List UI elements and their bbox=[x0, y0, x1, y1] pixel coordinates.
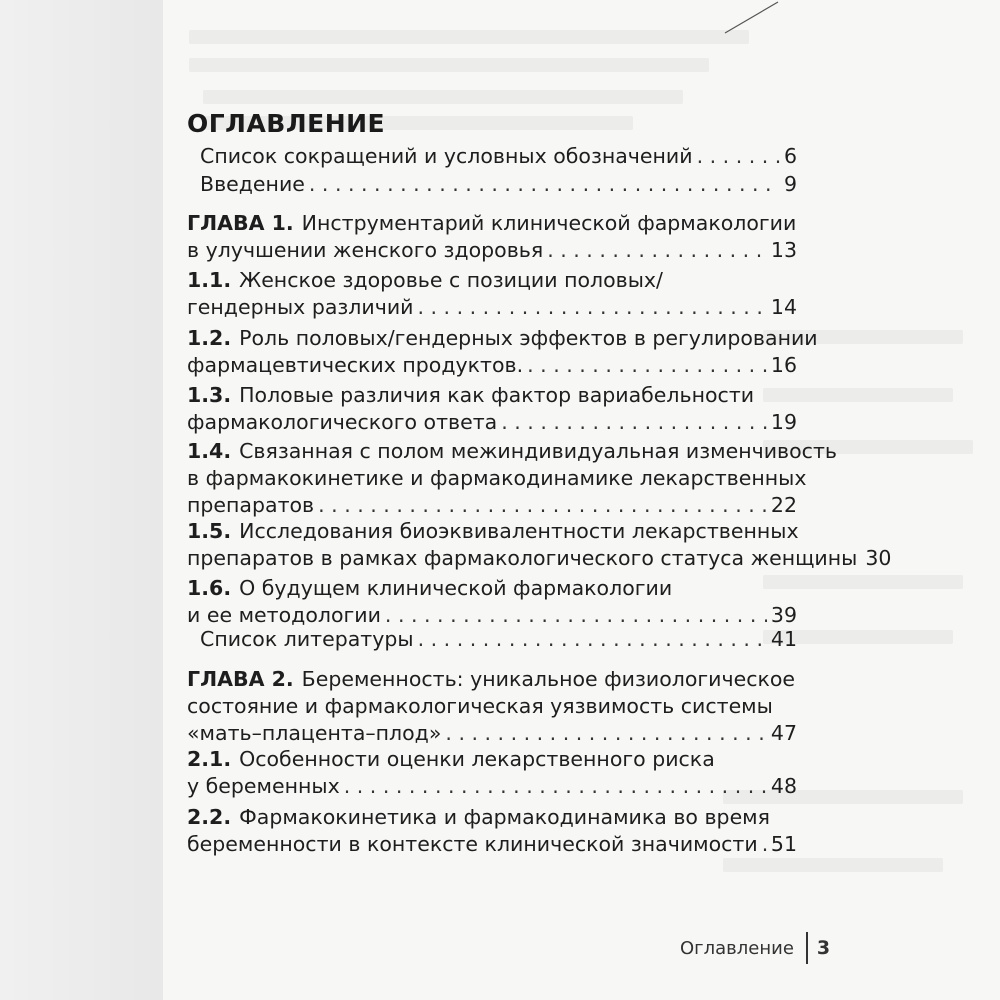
toc-entry-section-1-5[interactable] bbox=[187, 518, 892, 572]
toc-entry-introduction[interactable] bbox=[200, 171, 797, 198]
page-number: 14 bbox=[770, 295, 797, 319]
dot-leader bbox=[547, 237, 767, 264]
entry-text-line-2: фармацевтических продуктов. bbox=[187, 353, 524, 377]
section-number: 1.3. bbox=[187, 383, 232, 407]
entry-text-line-1: Беременность: уникальное физиологическое bbox=[301, 667, 796, 691]
section-number: 1.4. bbox=[187, 439, 232, 463]
chapter-number: ГЛАВА 2. bbox=[187, 667, 294, 691]
entry-text-line-3: «мать–плацента–плод» bbox=[187, 721, 442, 745]
page-number: 48 bbox=[770, 774, 797, 798]
toc-entry-section-1-3[interactable] bbox=[187, 382, 797, 436]
section-number: 1.5. bbox=[187, 519, 232, 543]
page-number: 30 bbox=[865, 546, 892, 570]
entry-text-line-2: и ее методологии bbox=[187, 603, 381, 627]
entry-text: Введение bbox=[200, 172, 305, 196]
dot-leader bbox=[445, 720, 767, 747]
entry-text-line-1: Связанная с полом межиндивидуальная изменчивость bbox=[239, 439, 837, 463]
entry-text-line-2: в фармакокинетике и фармакодинамике лекарственных bbox=[187, 466, 807, 490]
entry-text-line-2: гендерных различий bbox=[187, 295, 414, 319]
page-number: 13 bbox=[770, 238, 797, 262]
entry-text-line-1: Особенности оценки лекарственного риска bbox=[239, 747, 715, 771]
dot-leader bbox=[385, 602, 767, 629]
page-number: 51 bbox=[770, 832, 797, 856]
toc-entry-references-ch1[interactable] bbox=[200, 626, 797, 653]
entry-text-line-1: Женское здоровье с позиции половых/ bbox=[239, 268, 663, 292]
entry-text-line-3: препаратов bbox=[187, 493, 315, 517]
section-number: 1.6. bbox=[187, 576, 232, 600]
page-number: 47 bbox=[770, 721, 797, 745]
toc-entry-section-1-2[interactable] bbox=[187, 325, 818, 379]
page-number: 16 bbox=[770, 353, 797, 377]
dot-leader bbox=[501, 409, 767, 436]
dot-leader bbox=[344, 773, 767, 800]
toc-entry-section-2-2[interactable] bbox=[187, 804, 797, 858]
pen-stroke-mark bbox=[723, 0, 783, 35]
dot-leader bbox=[762, 831, 767, 858]
entry-text-line-1: Исследования биоэквивалентности лекарственных bbox=[239, 519, 799, 543]
book-page bbox=[163, 0, 1000, 1000]
entry-text-line-2: препаратов в рамках фармакологического статуса женщины bbox=[187, 546, 858, 570]
section-number: 1.1. bbox=[187, 268, 232, 292]
toc-entry-section-1-4[interactable] bbox=[187, 438, 837, 519]
footer-page-number: 3 bbox=[816, 937, 831, 959]
entry-text-line-2: у беременных bbox=[187, 774, 340, 798]
chapter-number: ГЛАВА 1. bbox=[187, 211, 294, 235]
entry-text-line-2: в улучшении женского здоровья bbox=[187, 238, 544, 262]
section-number: 2.2. bbox=[187, 805, 232, 829]
dot-leader bbox=[417, 294, 766, 321]
toc-entry-section-1-1[interactable] bbox=[187, 267, 797, 321]
page-number: 6 bbox=[783, 144, 797, 168]
entry-text: Список литературы bbox=[200, 627, 414, 651]
dot-leader bbox=[697, 143, 780, 170]
entry-text-line-1: Фармакокинетика и фармакодинамика во время bbox=[239, 805, 770, 829]
toc-entry-chapter-1[interactable] bbox=[187, 210, 797, 264]
page-number: 22 bbox=[770, 493, 797, 517]
dot-leader bbox=[318, 492, 767, 519]
section-number: 2.1. bbox=[187, 747, 232, 771]
page-number: 19 bbox=[770, 410, 797, 434]
running-footer bbox=[680, 932, 830, 964]
footer-divider bbox=[806, 932, 808, 964]
page-number: 41 bbox=[770, 627, 797, 651]
entry-text-line-1: Половые различия как фактор вариабельности bbox=[239, 383, 755, 407]
entry-text-line-1: О будущем клинической фармакологии bbox=[239, 576, 673, 600]
entry-text: Список сокращений и условных обозначений bbox=[200, 144, 693, 168]
page-number: 39 bbox=[770, 603, 797, 627]
toc-entry-section-1-6[interactable] bbox=[187, 575, 797, 629]
toc-title: ОГЛАВЛЕНИЕ bbox=[187, 109, 386, 138]
entry-text-line-2: беременности в контексте клинической значимости bbox=[187, 832, 758, 856]
section-number: 1.2. bbox=[187, 326, 232, 350]
dot-leader bbox=[527, 352, 767, 379]
page-number: 9 bbox=[783, 172, 797, 196]
footer-section-title: Оглавление bbox=[680, 937, 794, 959]
entry-text-line-1: Роль половых/гендерных эффектов в регулировании bbox=[239, 326, 818, 350]
entry-text-line-2: состояние и фармакологическая уязвимость системы bbox=[187, 694, 773, 718]
dot-leader bbox=[418, 626, 767, 653]
toc-entry-section-2-1[interactable] bbox=[187, 746, 797, 800]
adjacent-page-edge bbox=[0, 0, 163, 1000]
toc-entry-abbreviations[interactable] bbox=[200, 143, 797, 170]
toc-entry-chapter-2[interactable] bbox=[187, 666, 797, 747]
entry-text-line-1: Инструментарий клинической фармакологии bbox=[301, 211, 797, 235]
dot-leader bbox=[309, 171, 780, 198]
entry-text-line-2: фармакологического ответа bbox=[187, 410, 498, 434]
